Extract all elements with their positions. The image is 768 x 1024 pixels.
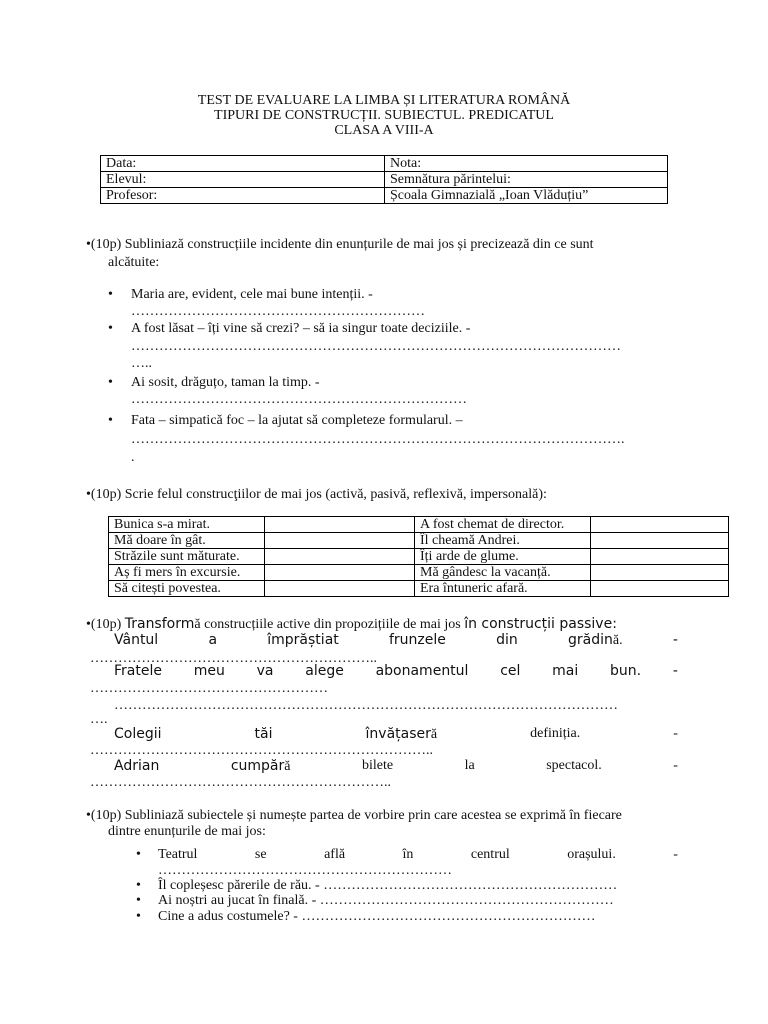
list-item: Maria are, evident, cele mai bune intenții. - — [131, 287, 373, 302]
constructions-table — [108, 516, 729, 597]
answer-cell[interactable] — [591, 565, 729, 581]
answer-cell[interactable] — [591, 533, 729, 549]
word: centrul — [470, 847, 510, 862]
class-label: CLASA A VIII-A — [334, 123, 434, 138]
table-row — [109, 565, 729, 581]
word: află — [324, 847, 346, 862]
word: - — [673, 758, 678, 773]
list-item: Fata – simpatică foc – la ajutat să completeze formularul. – — [131, 413, 463, 428]
ex4-prompt-cont: dintre enunțurile de mai jos: — [108, 824, 266, 839]
word: orașului. — [567, 847, 616, 862]
table-row — [101, 156, 668, 172]
sentence-cell: Îl cheamă Andrei. — [415, 533, 591, 549]
word: meu — [193, 663, 225, 679]
ex3-sentence-2 — [114, 663, 678, 679]
answer-line: ……………………………………………………….. — [90, 775, 391, 790]
word: spectacol. — [546, 758, 602, 773]
table-row — [109, 517, 729, 533]
word: din — [496, 632, 518, 648]
table-row — [101, 188, 668, 204]
answer-line-cont: . — [131, 450, 135, 465]
answer-cell[interactable] — [265, 517, 415, 533]
table-row — [109, 549, 729, 565]
ex3-sentence-1 — [114, 632, 678, 649]
list-item: A fost lăsat – îți vine să crezi? – să ia singur toate deciziile. - — [131, 321, 471, 336]
word: alege — [305, 663, 344, 679]
info-cell: Profesor: — [101, 188, 385, 204]
word: - — [672, 663, 678, 679]
list-item: Cine a adus costumele? - ……………………………………………………… — [158, 909, 596, 924]
page-title: TEST DE EVALUARE LA LIMBA ȘI LITERATURA ROMÂNĂ — [197, 93, 571, 108]
ex3-prompt — [86, 616, 617, 633]
answer-line: ……………………………………………………… — [158, 863, 452, 878]
word: a — [208, 632, 218, 648]
word: bun. — [610, 663, 642, 679]
word: Fratele — [114, 663, 162, 679]
word: se — [254, 847, 267, 862]
word: bilete — [361, 758, 394, 773]
bullet-icon: • — [86, 617, 91, 632]
info-cell: Data: — [101, 156, 385, 172]
word: mai — [552, 663, 579, 679]
ex2-prompt — [86, 487, 547, 503]
sentence-cell: Aș fi mers în excursie. — [109, 565, 265, 581]
ex2-prompt-text: (10p) Scrie felul construcţiilor de mai jos (activă, pasivă, reflexivă, impersonală): — [90, 487, 547, 502]
ex4-item-1 — [158, 847, 678, 863]
ex3-sentence-3 — [114, 726, 678, 743]
sentence-cell: Era întuneric afară. — [415, 581, 591, 597]
table-row — [109, 581, 729, 597]
word: - — [672, 632, 678, 648]
info-table — [100, 155, 668, 204]
sentence-cell: Străzile sunt măturate. — [109, 549, 265, 565]
ex3-prompt-c: ă construcțiile active din propozițiile de mai jos — [194, 617, 465, 632]
ex4-prompt — [86, 808, 622, 824]
answer-cell[interactable] — [265, 533, 415, 549]
word: tăi — [254, 726, 273, 742]
answer-line: …………………………………………………………………………………………… — [131, 339, 621, 354]
word: cumpără — [230, 758, 291, 774]
info-cell: Nota: — [385, 156, 668, 172]
word: Vântul — [114, 632, 159, 648]
answer-cell[interactable] — [265, 565, 415, 581]
info-cell: Școala Gimnazială „Ioan Vlăduțiu” — [385, 188, 668, 204]
word: Colegii — [114, 726, 162, 742]
bullet-icon: • — [136, 909, 141, 924]
list-item: Ai noștri au jucat în finală. - ……………………………………………………… — [158, 893, 614, 908]
bullet-icon: • — [108, 375, 113, 390]
word: Adrian — [114, 758, 160, 774]
ex3-prompt-a: (10p) — [90, 617, 125, 632]
bullet-icon: • — [108, 321, 113, 336]
word: cel — [500, 663, 521, 679]
answer-cell[interactable] — [265, 549, 415, 565]
sentence-cell: Mă gândesc la vacanță. — [415, 565, 591, 581]
ex3-sentence-4 — [114, 758, 678, 775]
answer-line: ……………………………………………………………….. — [90, 743, 433, 758]
ex1-prompt-cont: alcătuite: — [108, 255, 160, 270]
answer-line-cont: …. — [90, 712, 108, 727]
bullet-icon: • — [136, 878, 141, 893]
word: grădină. — [568, 632, 623, 648]
sentence-cell: Mă doare în gât. — [109, 533, 265, 549]
bullet-icon: • — [136, 847, 141, 862]
answer-line-cont: ….. — [131, 356, 152, 371]
word: abonamentul — [375, 663, 469, 679]
answer-line: …………………………………………… — [90, 681, 328, 696]
ex4-prompt-text: (10p) Subliniază subiectele și numește partea de vorbire prin care acestea se exprimă în fiecare — [90, 808, 622, 823]
word: Teatrul — [158, 847, 198, 862]
answer-line: ……………………………………………………………………………………………… — [114, 698, 618, 713]
page-subtitle: TIPURI DE CONSTRUCȚII. SUBIECTUL. PREDICATUL — [214, 108, 554, 123]
ex3-prompt-b: Transform — [124, 616, 195, 632]
ex1-prompt — [86, 237, 594, 253]
answer-line: ……………………………………………………………… — [131, 392, 467, 407]
info-cell: Elevul: — [101, 172, 385, 188]
word: împrăștiat — [267, 632, 339, 648]
ex1-prompt-text: (10p) Subliniază construcțiile incidente din enunțurile de mai jos și precizează din ce sunt — [90, 237, 594, 252]
word: în — [402, 847, 414, 862]
bullet-icon: • — [86, 237, 91, 252]
word: învățaseră — [365, 726, 438, 742]
sentence-cell: Îți arde de glume. — [415, 549, 591, 565]
info-cell: Semnătura părintelui: — [385, 172, 668, 188]
answer-cell[interactable] — [591, 581, 729, 597]
table-row — [109, 533, 729, 549]
word: va — [256, 663, 274, 679]
bullet-icon: • — [108, 413, 113, 428]
table-row — [101, 172, 668, 188]
list-item: Ai sosit, drăguțo, taman la timp. - — [131, 375, 320, 390]
answer-line: ……………………………………………………………………………………………. — [131, 432, 625, 447]
bullet-icon: • — [86, 808, 91, 823]
list-item: Îl copleșesc părerile de rău. - ……………………………………………………… — [158, 878, 618, 893]
word: - — [673, 726, 678, 741]
answer-line: ……………………………………………………… — [131, 304, 425, 319]
bullet-icon: • — [108, 287, 113, 302]
sentence-cell: A fost chemat de director. — [415, 517, 591, 533]
bullet-icon: • — [136, 893, 141, 908]
answer-line: …………………………………………………….. — [90, 651, 377, 666]
answer-cell[interactable] — [591, 517, 729, 533]
sentence-cell: Să citești povestea. — [109, 581, 265, 597]
ex3-prompt-d: în construcții passive: — [464, 616, 617, 632]
word: - — [673, 847, 678, 862]
answer-cell[interactable] — [591, 549, 729, 565]
answer-cell[interactable] — [265, 581, 415, 597]
word: la — [464, 758, 475, 773]
sentence-cell: Bunica s-a mirat. — [109, 517, 265, 533]
word: frunzele — [389, 632, 446, 648]
bullet-icon: • — [86, 487, 91, 502]
word: definiția. — [530, 726, 581, 741]
